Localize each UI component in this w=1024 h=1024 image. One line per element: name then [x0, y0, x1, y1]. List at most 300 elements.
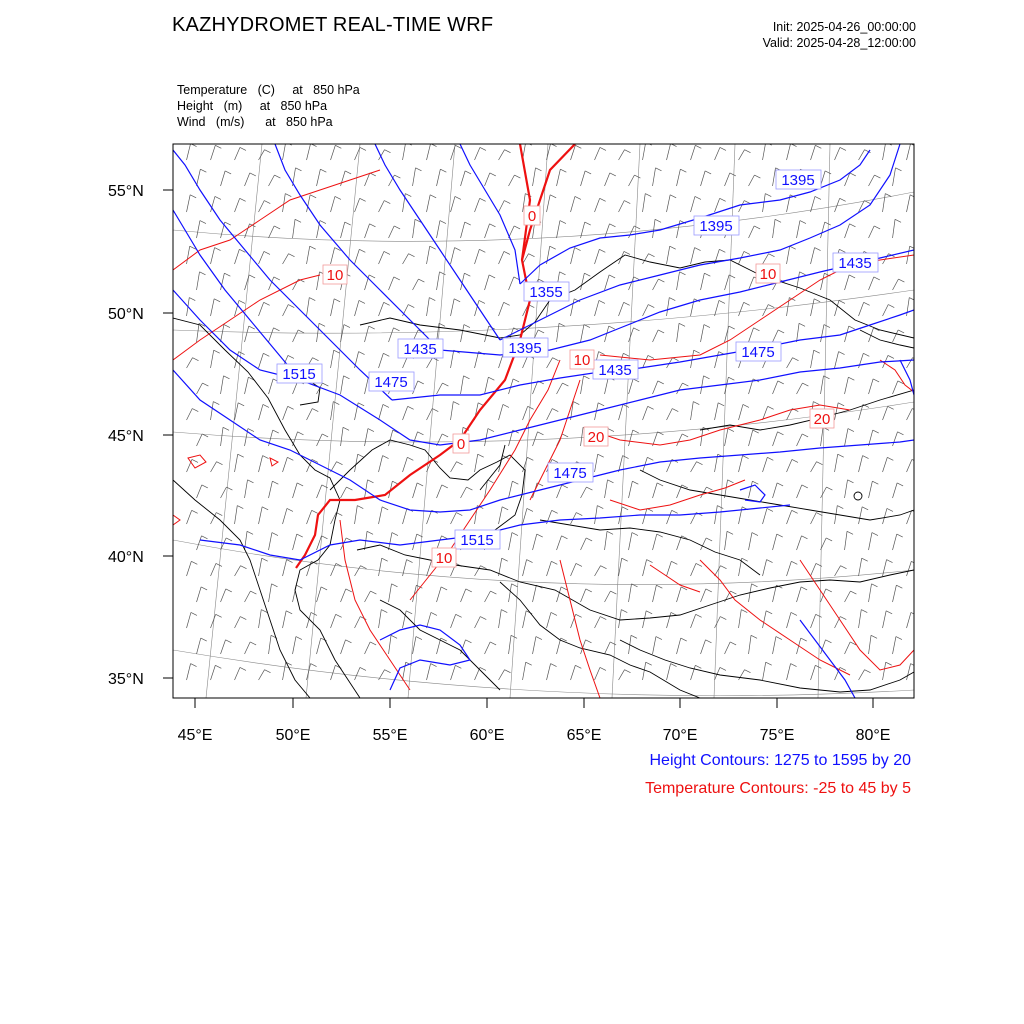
wind-barb-flag — [215, 196, 221, 199]
wind-barb — [283, 406, 288, 420]
wind-barb-flag — [672, 510, 678, 513]
wind-barb-flag — [240, 617, 246, 620]
wind-barb — [581, 589, 586, 602]
wind-barb — [763, 560, 767, 576]
wind-barb-flag — [295, 219, 301, 222]
wind-barb-flag — [262, 558, 268, 561]
wind-barb-flag — [729, 326, 735, 329]
wind-barb-flag — [536, 637, 542, 640]
wind-barb-flag — [744, 302, 750, 305]
wind-barb — [331, 350, 334, 368]
wind-barb — [413, 279, 419, 290]
wind-barb-flag — [865, 670, 871, 673]
wind-barb — [499, 610, 502, 628]
wind-barb-flag — [607, 531, 613, 534]
wind-barb-flag — [751, 584, 757, 587]
wind-barb-flag — [621, 610, 627, 613]
wind-barb-flag — [273, 328, 279, 331]
wind-barb-flag — [720, 198, 726, 201]
wind-barb — [739, 456, 743, 472]
wind-barb-flag — [190, 195, 196, 198]
wind-barb — [629, 175, 635, 186]
wind-barb-flag — [480, 147, 486, 150]
wind-barb-flag — [528, 406, 534, 409]
wind-barb — [821, 640, 826, 654]
wind-barb — [283, 560, 287, 576]
wind-barb-flag — [248, 429, 254, 432]
wind-barb — [427, 510, 432, 524]
wind-barb — [845, 591, 851, 602]
wind-barb — [413, 483, 418, 498]
wind-barb-flag — [706, 538, 712, 541]
height-label-1475-e — [736, 342, 781, 361]
wind-barb-flag — [695, 145, 701, 148]
wind-barb — [187, 612, 191, 628]
wind-barb-flag — [767, 560, 773, 563]
wind-barb-flag — [313, 358, 319, 361]
svg-text:1475: 1475 — [553, 465, 587, 482]
wind-barb-flag — [225, 171, 231, 174]
wind-barb-flag — [551, 664, 557, 667]
wind-barb-flag — [225, 640, 231, 643]
wind-barb-flag — [599, 352, 605, 355]
wind-barb — [355, 617, 361, 628]
wind-barb — [197, 272, 200, 290]
wind-barb-flag — [791, 612, 797, 615]
wind-barb-flag — [801, 587, 807, 590]
wind-barb — [355, 667, 360, 680]
svg-text:1395: 1395 — [781, 172, 815, 189]
wind-barb — [187, 144, 191, 160]
wind-barb-flag — [359, 352, 365, 355]
wind-barb — [787, 510, 792, 524]
wind-barb — [355, 198, 360, 212]
wind-barb-flag — [633, 430, 639, 433]
wind-barb — [461, 487, 467, 498]
wind-barb — [221, 589, 226, 602]
wind-barb — [907, 409, 913, 420]
wind-barb — [221, 171, 226, 186]
wind-barb — [547, 409, 553, 420]
wind-barb — [581, 376, 584, 394]
wind-barb — [787, 612, 791, 628]
wind-barb-flag — [730, 642, 736, 645]
wind-barb — [797, 383, 803, 394]
wind-barb-flag — [287, 560, 293, 563]
wind-barb-flag — [512, 533, 518, 536]
wind-barb-flag — [535, 168, 541, 171]
wind-barb — [389, 430, 393, 446]
map-title: KAZHYDROMET REAL-TIME WRF — [172, 14, 494, 36]
wind-barb — [643, 355, 648, 368]
wind-barb — [725, 480, 728, 498]
wind-barb-flag — [360, 667, 366, 670]
wind-barb-flag — [360, 147, 366, 150]
wind-barb — [403, 305, 409, 316]
wind-barb-flag — [655, 168, 661, 171]
wind-barb — [571, 196, 575, 212]
wind-barb — [427, 664, 431, 680]
wind-barb-flag — [216, 614, 222, 617]
wind-barb-flag — [453, 402, 459, 405]
wind-barb-flag — [657, 534, 663, 537]
wind-barb — [787, 561, 792, 576]
wind-barb — [869, 533, 872, 550]
wind-barb — [187, 664, 191, 680]
wind-barb — [859, 456, 863, 472]
wind-barb — [197, 638, 201, 654]
temperature-contours — [173, 144, 914, 698]
wind-barb-flag — [624, 302, 630, 305]
wind-barb — [331, 248, 335, 264]
wind-barb — [691, 402, 694, 420]
wind-barb — [427, 358, 433, 368]
wind-barb — [485, 429, 488, 446]
wind-barb-flag — [382, 558, 388, 561]
wind-barb-flag — [793, 358, 799, 361]
wind-barb-flag — [645, 194, 651, 197]
wind-barb-flag — [598, 454, 604, 457]
wind-barb-flag — [367, 531, 373, 534]
wind-barb-flag — [439, 272, 445, 275]
wind-barb — [605, 377, 609, 394]
wind-barb — [461, 171, 466, 186]
field-wind: Wind (m/s) at 850 hPa — [177, 115, 333, 129]
wind-barb — [715, 198, 720, 212]
wind-barb-flag — [848, 377, 854, 380]
wind-barb-flag — [790, 246, 796, 249]
wind-barb-flag — [585, 222, 591, 225]
wind-barb — [653, 219, 656, 238]
wind-barb — [403, 142, 406, 160]
wind-barb — [451, 462, 457, 472]
wind-barb — [773, 219, 776, 238]
wind-barb-flag — [920, 221, 926, 224]
wind-barb — [283, 662, 286, 680]
wind-barb — [667, 144, 671, 160]
wind-barb-flag — [671, 664, 677, 667]
wind-barb — [917, 638, 921, 654]
wind-barb-flag — [743, 404, 749, 407]
wind-barb — [653, 330, 659, 342]
wind-barb — [917, 383, 923, 394]
wind-barb-flag — [730, 173, 736, 176]
wind-barb — [437, 169, 441, 186]
wind-barb — [701, 376, 704, 394]
wind-barb — [341, 376, 344, 394]
wind-barb — [691, 563, 696, 576]
wind-barb — [523, 611, 527, 628]
wind-barb-flag — [648, 406, 654, 409]
wind-barb — [581, 171, 586, 186]
valid-time: Valid: 2025-04-28_12:00:00 — [762, 36, 916, 50]
wind-barb-flag — [200, 221, 206, 224]
wind-barb — [283, 305, 289, 316]
wind-barb — [293, 219, 296, 238]
wind-barb — [509, 175, 515, 186]
wind-barb — [307, 298, 310, 316]
wind-barb — [211, 248, 215, 264]
wind-barb-flag — [647, 457, 653, 460]
height-contour-legend: Height Contours: 1275 to 1595 by 20 — [649, 752, 911, 769]
wind-barb-flag — [504, 302, 510, 305]
wind-barb — [557, 485, 562, 498]
wind-barb — [245, 326, 249, 342]
wind-barb — [893, 483, 898, 498]
wind-barb-flag — [441, 587, 447, 590]
wind-barb-flag — [408, 406, 414, 409]
wind-barb-flag — [847, 480, 853, 483]
wind-barb-flag — [382, 507, 388, 510]
wind-barb — [427, 409, 433, 420]
wind-barb — [619, 201, 625, 212]
height-label-1515-w — [277, 364, 322, 383]
wind-barb-flag — [322, 434, 328, 437]
wind-barb-flag — [309, 298, 315, 301]
height-label-1395-ne — [776, 170, 821, 189]
wind-barb — [835, 147, 840, 160]
wind-barb-flag — [504, 251, 510, 254]
wind-barb — [845, 642, 851, 654]
wind-barb — [485, 377, 489, 394]
wind-barb-flag — [559, 323, 565, 326]
wind-barb — [475, 566, 481, 576]
lat-label-55: 55°N — [108, 183, 144, 200]
wind-barb — [643, 305, 649, 316]
wind-barb-flag — [336, 614, 342, 617]
wind-barb-flag — [431, 612, 437, 615]
wind-barb-flag — [646, 611, 652, 614]
wind-barb-flag — [647, 560, 653, 563]
wind-barb-flag — [224, 325, 230, 328]
wind-barb — [701, 538, 707, 550]
wind-barb-flag — [465, 171, 471, 174]
wind-barb-flag — [502, 507, 508, 510]
wind-barb-flag — [897, 483, 903, 486]
wind-barb — [355, 506, 358, 524]
wind-barb-flag — [679, 272, 685, 275]
wind-barb-flag — [265, 150, 271, 153]
wind-barb-flag — [583, 376, 589, 379]
wind-barb — [653, 381, 658, 394]
wind-barb-flag — [823, 376, 829, 379]
wind-barb — [605, 480, 608, 498]
wind-barb-flag — [777, 432, 783, 435]
wind-barb — [619, 150, 625, 160]
wind-barb-flag — [273, 430, 279, 433]
wind-barb — [269, 584, 272, 602]
wind-barb — [269, 226, 275, 238]
wind-barb-flag — [847, 531, 853, 534]
wind-barb-flag — [631, 635, 637, 638]
wind-barb — [427, 144, 431, 160]
wind-barb — [499, 353, 504, 368]
wind-barb — [773, 381, 778, 394]
wind-barb — [259, 670, 265, 680]
wind-barb-flag — [874, 175, 880, 178]
wind-barb — [293, 637, 296, 654]
wind-barb-flag — [239, 300, 245, 303]
wind-barb — [461, 589, 466, 602]
wind-barb-flag — [466, 589, 472, 592]
wind-barb — [797, 485, 802, 498]
wind-barb-flag — [335, 145, 341, 148]
wind-barb — [677, 383, 683, 394]
wind-barb — [869, 226, 875, 238]
wind-barb — [691, 462, 697, 472]
wind-barb — [379, 251, 384, 264]
svg-text:1515: 1515 — [460, 532, 494, 549]
wind-barb-flag — [634, 175, 640, 178]
wind-barb-flag — [370, 591, 376, 594]
wind-barb — [811, 513, 817, 524]
wind-barb — [811, 614, 816, 628]
wind-barb-flag — [575, 248, 581, 251]
wind-barb-flag — [586, 487, 592, 490]
wind-barb-flag — [863, 456, 869, 459]
wind-barb-flag — [727, 531, 733, 534]
wind-barb — [379, 404, 383, 420]
wind-barb-flag — [368, 429, 374, 432]
wind-barb-flag — [648, 305, 654, 308]
wind-barb-flag — [728, 377, 734, 380]
wind-barb — [475, 249, 480, 264]
wind-barb-flag — [778, 330, 784, 333]
wind-barb-flag — [769, 254, 775, 257]
wind-barb-flag — [481, 566, 487, 569]
wind-barb-flag — [682, 434, 688, 437]
wind-barb — [907, 246, 910, 264]
wind-barb — [437, 485, 442, 498]
wind-barb — [245, 591, 251, 602]
wind-barb-flag — [695, 665, 701, 668]
wind-barb — [701, 171, 706, 186]
wind-barb — [653, 279, 659, 290]
wind-barb — [307, 409, 313, 420]
wind-barb — [307, 664, 311, 680]
wind-barb — [749, 277, 754, 290]
wind-barb-flag — [537, 534, 543, 537]
height-label-1435-c — [593, 360, 638, 379]
wind-barb-flag — [191, 561, 197, 564]
wind-barb — [643, 406, 648, 420]
wind-barb — [643, 662, 646, 680]
wind-barb — [245, 480, 248, 498]
wind-barb — [197, 434, 203, 446]
wind-barb-flag — [862, 507, 868, 510]
wind-barb-flag — [479, 249, 485, 252]
wind-barb-flag — [658, 381, 664, 384]
wind-barb-flag — [919, 323, 925, 326]
wind-barb — [917, 536, 922, 550]
wind-barb — [379, 456, 383, 472]
wind-barb — [749, 430, 753, 446]
wind-barb — [893, 432, 898, 446]
wind-barb — [883, 406, 888, 420]
wind-barb — [883, 611, 887, 628]
wind-barb — [509, 481, 513, 498]
wind-barb — [653, 637, 656, 654]
lon-label-75: 75°E — [759, 727, 795, 744]
wind-barb — [509, 533, 512, 550]
wind-barb-flag — [696, 614, 702, 617]
wind-barb — [677, 587, 682, 602]
wind-barb — [571, 513, 577, 524]
wind-barb — [605, 275, 610, 290]
wind-barb-flag — [392, 533, 398, 536]
wind-barb-flag — [623, 456, 629, 459]
wind-barb — [221, 427, 224, 446]
wind-barb — [835, 403, 839, 420]
wind-barb-flag — [873, 379, 879, 382]
map-frame — [173, 144, 914, 698]
wind-barb — [557, 383, 563, 394]
wind-barb — [845, 224, 850, 238]
wind-barb — [677, 221, 680, 238]
wind-barb — [763, 142, 766, 160]
wind-barb — [365, 377, 369, 394]
wind-barb — [293, 330, 299, 342]
wind-barb-flag — [454, 299, 460, 302]
wind-barb — [187, 561, 192, 576]
wind-barb-flag — [489, 275, 495, 278]
wind-barb-flag — [394, 175, 400, 178]
wind-barb — [331, 614, 336, 628]
wind-barb — [269, 328, 274, 342]
wind-barb — [451, 248, 455, 264]
wind-barb — [581, 273, 585, 290]
wind-barb — [451, 196, 455, 212]
wind-barb — [773, 432, 778, 446]
wind-barb-flag — [513, 379, 519, 382]
wind-barb-flag — [466, 487, 472, 490]
wind-barb — [605, 591, 611, 602]
wind-barb — [197, 587, 202, 602]
latitude-axis — [108, 183, 173, 688]
wind-barb-flag — [815, 248, 821, 251]
wind-barb-flag — [839, 352, 845, 355]
wind-barb — [485, 224, 490, 238]
wind-barb — [283, 194, 286, 212]
wind-barb — [701, 640, 706, 654]
wind-barb-flag — [922, 383, 928, 386]
wind-barb-flag — [624, 201, 630, 204]
wind-barb — [883, 194, 886, 212]
wind-barb — [197, 221, 200, 238]
wind-barb-flag — [586, 538, 592, 541]
wind-barb — [811, 563, 816, 576]
wind-barb-flag — [816, 513, 822, 516]
wind-barb — [811, 462, 817, 472]
wind-barb-flag — [681, 638, 687, 641]
wind-barb-flag — [672, 409, 678, 412]
wind-barb — [643, 142, 646, 160]
wind-barb — [595, 249, 600, 264]
wind-barb — [691, 665, 696, 680]
wind-barb-flag — [766, 611, 772, 614]
wind-barb-flag — [480, 198, 486, 201]
wind-barb — [629, 533, 632, 550]
wind-barb — [451, 299, 455, 316]
wind-barb-flag — [885, 194, 891, 197]
wind-barb — [725, 531, 728, 550]
wind-barb-flag — [874, 226, 880, 229]
wind-barb-flag — [455, 248, 461, 251]
wind-barb-flag — [237, 506, 243, 509]
wind-barb — [821, 376, 824, 394]
wind-barb — [259, 353, 264, 368]
wind-barb — [773, 483, 778, 498]
